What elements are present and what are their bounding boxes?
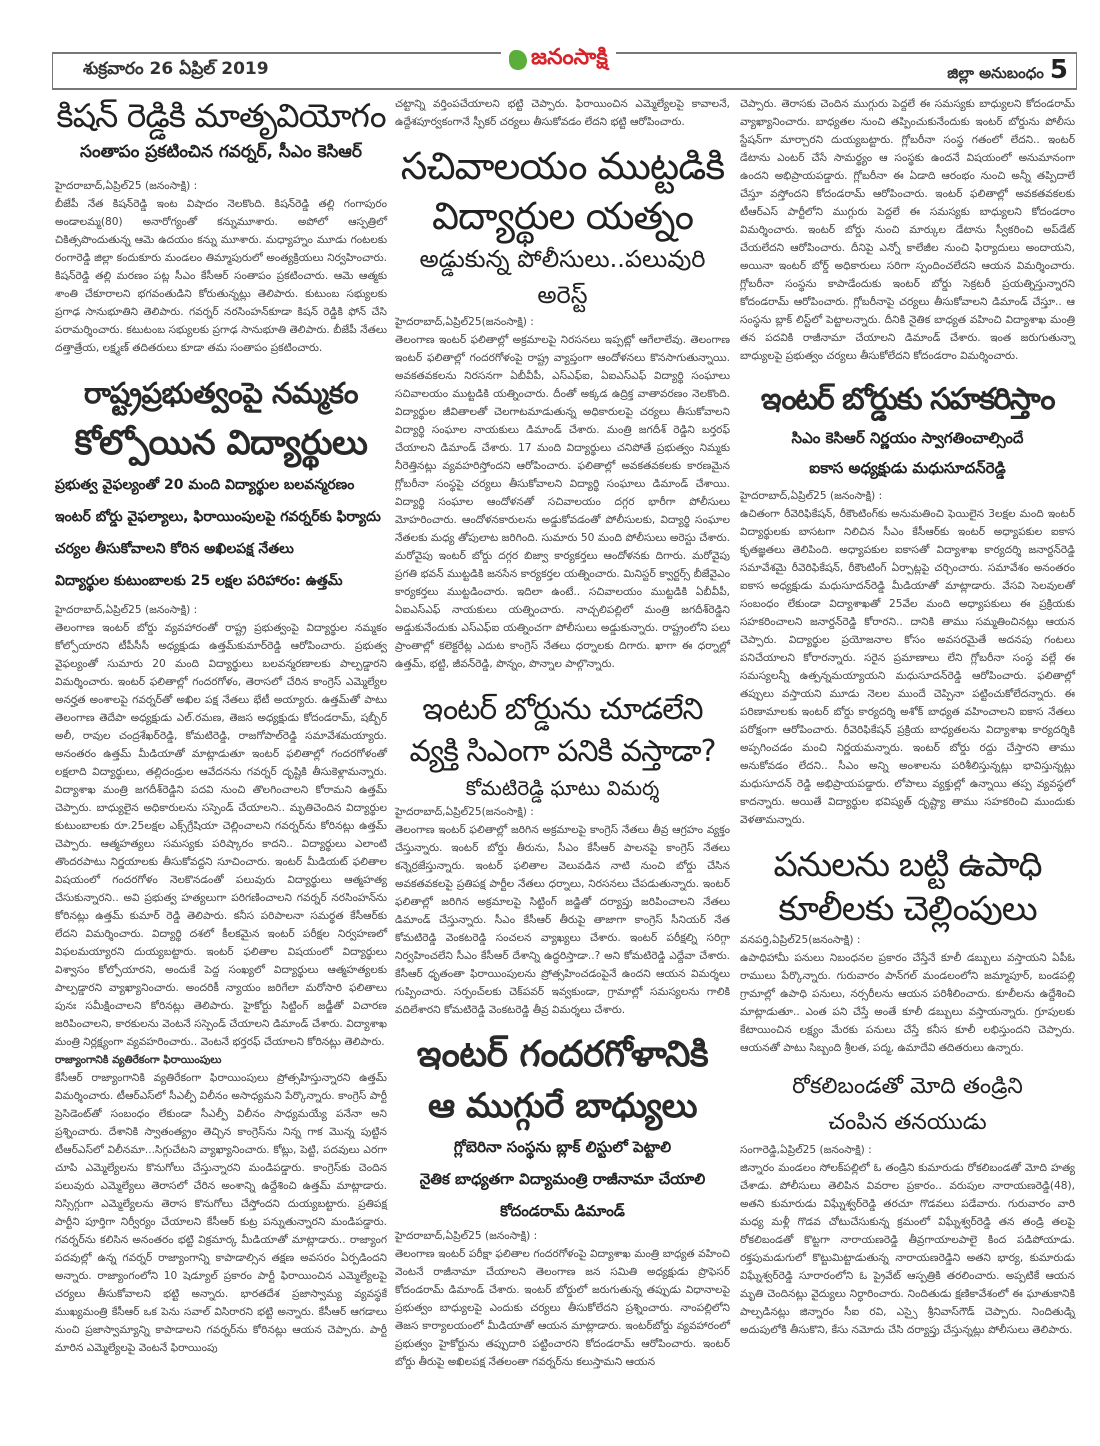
headline-line-2: చంపిన తనయుడు: [828, 1110, 987, 1135]
headline: ఇంటర్ బోర్డుకు సహకరిస్తాం: [760, 382, 1055, 417]
deck-2: ఐకాస అధ్యక్షుడు మధుసూదన్‌రెడ్డి: [809, 459, 1006, 477]
article-body: తెలంగాణ ఇంటర్ ఫలితాల్లో అక్రమాలపై నిరసనలు ఇప్పట్లో ఆగేలాలేవు. తెలంగాణ ఇంటర్ ఫలితాల్లో గందరగోళంపై రాష్ట్ర వ్యాప్తంగా ఆందోళనలు కొనసాగుతున్నాయి. అవకతవకలను నిరసనగా ఏబీవీపీ, ఎస్ఎఫ్ఐ, ఏఐఎస్ఎఫ్ విద్యార్థి సంఘాలు సచివాలయం ముట్టడికి యత్నించారు. దీంతో అక్కడ ఉద్రిక్త వాతావరణం నెలకొంది. విద్యార్థుల జీవితాలతో చెలగాటమాడుతున్న అధికారులపై చర్యలు తీసుకోవాలని విద్యార్థి సంఘాల నాయకులు డిమాండ్ చేశారు. మంత్రి జగదీశ్ రెడ్డిని బర్తరఫ్ చేయాలని డిమాండ్ చేశారు. 17 మంది విద్యార్థులు చనిపోతే ప్రభుత్వం నిమ్మకు నీరెత్తినట్లు వ్యవహరిస్తోందని ఆరోపించారు. ఫలితాల్లో అవకతవకలకు కారణమైన గ్లోబరీనా సంస్థపై చర్యలు తీసుకోవాలని విద్యార్థి సంఘాలు డిమాండ్ చేశాయి. విద్యార్థి సంఘాల ఆందోళనతో సచివాలయం దగ్గర భారీగా పోలీసులు మోహరించారు. ఆందోళనకారులను అడ్డుకోవడంతో పోలీసులకు, విద్యార్థి సంఘాల నేతలకు మధ్య తోపులాట జరిగింది. సుమారు 50 మంది పోలీసులు అరెస్టు చేశారు. మరోవైపు ఇంటర్ బోర్డు దగ్గర బిజ్వా కార్యకర్తలు ఆందోళనకు దిగారు. మరోవైపు ప్రగతి భవన్ ముట్టడికి జనసేన కార్యకర్తల యత్నించారు. మినిస్టర్ క్వార్టర్స్ బీజేవైఎం కార్యకర్తలు ముట్టడించారు. ఇదిలా ఉంటే.. సచివాలయం ముట్టడికి ఏబీవీపీ, ఏఐఎస్ఎఫ్ నాయకులు యత్నించారు. నాచ్చలిపల్లిలో మంత్రి జగదీశ్‌రెడ్డిని అడ్డుకునేందుకు ఎస్ఎఫ్ఐ యత్నించగా పోలీసులు అడ్డుకున్నారు. రాష్ట్రంలోని పలు ప్రాంతాల్లో కలెక్టరేట్ల ఎదుట కాంగ్రెస్ నేతలు ధర్నాలకు దిగారు. ఖాగా ఈ ధర్నాల్లో ఉత్తమ్, భట్టి, జీవన్‌రెడ్డి, పొన్నం, పొన్నాల పాల్గొన్నారు.: [395, 334, 730, 670]
dateline: హైదరాబాద్,ఏప్రిల్25(జనంసాక్షి) :: [395, 806, 534, 818]
article-body: బీజేపీ నేత కిషన్‌రెడ్డి ఇంట విషాదం నెలకొంది. కిషన్‌రెడ్డి తల్లి గంగాపురం అండాలమ్మ(80) అనారోగ్యంతో కన్నుమూశారు. అపోలో ఆస్పత్రిలో చికిత్సపొందుతున్న ఆమె ఉదయం కన్ను మూశారు. మధ్యాహ్నం మూడు గంటలకు రంగారెడ్డి జిల్లా కందుకూరు మండలం తిమ్మాపురులో అంత్యక్రియలు నిర్వహించారు. కిషన్‌రెడ్డి తల్లి మరణం పట్ల సీఎం కేసీఆర్ సంతాపం ప్రకటించారు. ఆమె ఆత్మకు శాంతి చేకూరాలని భగవంతుడిని కోరుతున్నట్లు తెలిపారు. కుటుంబ సభ్యులకు ప్రగాఢ సానుభూతిని తెలిపారు. గవర్నర్ నరసింహన్‌కూడా కిషన్ రెడ్డికి ఫోన్ చేసి పరామర్శించారు. కటుటంబ సభ్యులకు ప్రగాఢ సానుభూతి తెలిపారు. బీజేపీ నేతలు దత్తాత్రేయ, లక్ష్మణ్ తదితరులు కూడా తమ సంతాపం ప్రకటించారు.: [55, 198, 387, 354]
dateline: సంగారెడ్డి,ఏప్రిల్25 (జనంసాక్షి) :: [740, 1144, 872, 1156]
continued-text: చట్టాన్ని వర్తింపచేయాలని భట్టి చెప్పారు. ఫిరాయించిన ఎమ్మెల్యేలపై కావాలనే, ఉద్దేశపూర్వకంగానే స్పీకర్ చర్యలు తీసుకోవడం లేదని భట్టి ఆరోపించారు.: [395, 98, 730, 128]
article-body: తెలంగాణ ఇంటర్ పరీక్షా ఫలితాల గందరగోళంపై విద్యాశాఖ మంత్రి బాధ్యత వహించి వెంటనే రాజీనామా చేయాలని తెలంగాణ జన సమితి అధ్యక్షుడు ప్రొఫెసర్ కోదండరామ్ డిమాండ్ చేశారు. ఇంటర్ బోర్డులో జరుగుతున్న తప్పుడు విధానాలపై ప్రభుత్వం బాధ్యులపై ఎందుకు చర్యలు తీసుకోలేదని ప్రశ్నించారు. నాంపల్లిలోని తెజస కార్యాలయంలో మీడియాతో ఆయన మాట్లాడారు. ఇంటర్‌బోర్డు వ్యవహారంలో ప్రభుత్వం హైకోర్టును తప్పుదారి పట్టించారని కోదండరామ్ ఆరోపించారు. ఇంటర్ బోర్డు తీరుపై అఖిలపక్ష నేతలంతా గవర్నర్‌ను కలుస్తామని ఆయన: [395, 1248, 730, 1368]
article-komatireddy: [395, 689, 730, 1019]
deck-2: నైతిక బాధ్యతగా విద్యామంత్రి రాజీనామా చేయాలి: [419, 1170, 706, 1188]
headline-line-1: ఇంటర్ బోర్డును చూడలేని: [422, 692, 703, 727]
article-support-inter-board: [740, 377, 1075, 829]
dateline: వనపర్తి,ఏప్రిల్25(జనంసాక్షి) :: [740, 934, 861, 946]
dateline: హైదరాబాద్,ఏప్రిల్25 (జనంసాక్షి) :: [395, 1230, 538, 1242]
headline-line-1: రోకలిబండతో మోది తండ్రిని: [792, 1074, 1023, 1099]
subheadline: కోమటిరెడ్డి ఘాటు విమర్శ: [465, 776, 660, 800]
page-number: 5: [1049, 55, 1068, 85]
article-three-responsible: [395, 1029, 730, 1371]
article-body-continued: కేసీఆర్ రాజ్యాంగానికి వ్యతిరేకంగా ఫిరాయింపులు ప్రోత్సహిస్తున్నారని ఉత్తమ్ విమర్శించారు. టీఆర్ఎస్‌లో సీఎల్పీ విలీనం అసాధ్యమని పేర్కొన్నారు. కాంగ్రెస్ పార్టీ ప్రెసిడెంట్‌తో సంబంధం లేకుండా సీఎల్పీ విలీనం సాధ్యమయ్యే పనేనా అని ప్రశ్నించారు. దేశానికి స్వాతంత్య్రం తెచ్చిన కాంగ్రెస్‌ను నిన్న గాక మొన్న పుట్టిన టీఆర్ఎస్‌లో విలీనమా...సిగ్గుచేటని వ్యాఖ్యానించారు. కోట్లు, పెట్టి, పదవులు ఎరగా చూపి ఎమ్మెల్యేలను కొనుగోలు చేస్తున్నారని మండిపడ్డారు. కాంగ్రెస్‌కు చెందిన పలువురు ఎమ్మెల్యేలు తెరాసలో చేరిన అంశాన్ని ఉద్దేశించి ఉత్తమ్ మాట్లాడారు. నిస్సిగ్గుగా ఎమ్మెల్యేలను తెరాస కొనుగోలు చేస్తోందని దుయ్యబట్టారు. ప్రతిపక్ష పార్టీని పూర్తిగా నిర్వీర్యం చేయాలని కేసీఆర్ కుట్ర పన్నుతున్నారని మండిపడ్డారు. గవర్నర్‌ను కలిసిన అనంతరం భట్టి విక్రమార్క మీడియాతో మాట్లాడారు.. రాజ్యాంగ పదవుల్లో ఉన్న గవర్నర్ రాజ్యాంగాన్ని కాపాడాల్సిన తక్షణ అవసరం ఏర్పడిందని అన్నారు. రాజ్యాంగంలోని 10 షెడ్యూల్ ప్రకారం పార్టీ ఫిరాయించిన ఎమ్మెల్యేలపై చర్యలు తీసుకోవాలని భట్టి అన్నారు. భారతదేశ ప్రజాస్వామ్య వ్యవస్థకే ముఖ్యమంత్రి కేసీఆర్ ఒక పెను సవాల్ విసిరారని భట్టి అన్నారు. కేసీఆర్ ఆగడాలు నుంచి ప్రజాస్వామ్యాన్ని కాపాడాలని గవర్నర్‌ను కోరినట్లు ఆయన చెప్పారు. పార్టీ మారిన ఎమ్మెల్యేలపై వెంటనే ఫిరాయింపు: [55, 1072, 387, 1354]
newspaper-logo[interactable]: [501, 40, 616, 80]
headline-line-2: కూలీలకు చెల్లింపులు: [778, 889, 1037, 929]
article-kishan-reddy: [55, 95, 387, 357]
deck-3: చర్యల తీసుకోవాలని కోరిన అఖిలపక్ష నేతలు: [55, 541, 294, 557]
article-son-killed-father: [740, 1069, 1075, 1339]
deck-1: ప్రభుత్వ వైఫల్యంతో 20 మంది విద్యార్థుల బలవన్మరణం: [55, 477, 355, 493]
section-label: [947, 57, 1068, 86]
article-employment-wages: [740, 843, 1075, 1057]
column-3: [740, 95, 1075, 1339]
article-secretariat-siege: [395, 141, 730, 673]
headline-line-1: ఇంటర్ గందరగోళానికి: [416, 1034, 709, 1075]
section-name: జిల్లా అనుబంధం: [947, 64, 1044, 82]
dateline: హైదరాబాద్,ఏప్రిల్25(జనంసాక్షి) :: [395, 316, 534, 328]
deck-1: సిఎం కెసిఆర్ నిర్ణయం స్వాగతించాల్సిందే: [791, 429, 1024, 447]
subheadline: అడ్డుకున్న పోలీసులు..పలువురి అరెస్ట్: [419, 245, 706, 309]
deck-4: విద్యార్థుల కుటుంబాలకు 25 లక్షల పరిహారం: ఉత్తమ్: [55, 573, 343, 589]
section-subhead: రాజ్యాంగానికి వ్యతిరేకంగా ఫిరాయింపులు: [55, 1054, 222, 1066]
deck-1: గ్లోబెరినా సంస్థను బ్లాక్ లిస్టులో పెట్టాలి: [453, 1138, 672, 1156]
headline-line-2: కోల్పోయిన విద్యార్థులు: [74, 423, 368, 463]
deck-3: కోదండరామ్ డిమాండ్: [500, 1202, 625, 1220]
deck-2: ఇంటర్ బోర్డు వైఫల్యాలు, ఫిరాయింపులపై గవర్నర్‌కు ఫిర్యాదు: [55, 509, 381, 525]
headline: కిషన్ రెడ్డికి మాతృవియోగం: [56, 96, 386, 135]
article-body: ఉపాధిహామీ పనులు నిబంధనల ప్రకారం చేస్తేనే కూలీ డబ్బులు వస్తాయని ఏపీఓ రాములు పేర్కొన్నారు. గురువారం పాన్‌గల్ మండలంలోని జమ్మాపూర్, బండపల్లి గ్రామాల్లో ఉపాధి పనులు, నర్సరీలను ఆయన పరిశీలించారు. కూలీలను ఉద్దేశించి మాట్లాడుతూ.. ఎంత పని చేస్తే అంతే కూలీ డబ్బులు వస్తాయన్నారు. గ్రూపులకు కేటాయించిన లక్ష్యం మేరకు పనులు చేస్తే కనీస కూలీ లభిస్తుందని చెప్పారు. ఆయనతో పాటు సిబ్బంది శ్రీలత, పద్మ, ఉమాదేవి తదితరులు ఉన్నారు.: [740, 952, 1075, 1054]
continued-text: చెప్పారు. తెరాసకు చెందిన ముగ్గురు పెద్దలే ఈ సమస్యకు బాధ్యులని కోదండరామ్ వ్యాఖ్యానించారు. బాధ్యతల నుంచి తప్పించుకునేందుకు ఇంటర్ బోర్డును పోలీసు స్టేషన్‌గా మార్చారని దుయ్యబట్టారు. గ్లోబరీనా సంస్థ గతంలో లేదని.. ఇంటర్ డేటాను ఎంటర్ చేసే సామర్థ్యం ఆ సంస్థకు ఉందనే విషయంలో అనుమానంగా ఉందని అభిప్రాయపడ్డారు. గ్లోబరీనా ఈ ఏడాది ఆరంభం నుంచి అన్నీ తప్పిదాలే చేస్తూ వస్తోందని కోదండరామ్ ఆరోపించారు. ఇంటర్ ఫలితాల్లో అవకతవకలకు టీఆర్ఎస్ పార్టీలోని ముగ్గురు పెద్దలే ఈ సమస్యకు బాధ్యులని కోదండరాం విమర్శించారు. ఇంటర్ బోర్డు నుంచి మార్కుల డేటాను స్వీకరించి అప్‌డేట్ చేయలేదని ఆరోపించారు. దీనిపై ఎన్నో కాలేజీల నుంచి ఫిర్యాదులు అందాయని, అయినా ఇంటర్ బోర్డ్ అధికారులు సరిగా స్పందించలేదని ఆయన విమర్శించారు. గ్లోబరీనా సంస్థను కాపాడేందుకు ఇంటర్ బోర్డు సెక్రటరీ ప్రయత్నిస్తున్నారని కోదండరామ్ ఆరోపించారు. గ్లోబరీనాపై చర్యలు తీసుకోవాలని డిమాండ్ చేస్తూ.. ఆ సంస్థను బ్లాక్ లిస్ట్‌లో పెట్టాలన్నారు. దీనికి నైతిక బాధ్యత వహించి విద్యాశాఖ మంత్రి తన పదవికి రాజీనామా చేయాలని డిమాండ్ చేశారు. ఇంత జరుగుతున్నా బాధ్యులపై ప్రభుత్వం చర్యలు తీసుకోలేదని కోదండరాం విమర్శించారు.: [740, 98, 1075, 362]
article-body: తెలంగాణ ఇంటర్ బోర్డు వ్యవహారంతో రాష్ట్ర ప్రభుత్వంపై విద్యార్థుల నమ్మకం కోల్పోయారని టీపీసీసీ అధ్యక్షుడు ఉత్తమ్‌కుమార్‌రెడ్డి ఆరోపించారు. ప్రభుత్వ వైఫల్యంతో సుమారు 20 మంది విద్యార్థులు బలవన్మరణాలకు పాల్పడ్డారని విమర్శించారు. ఇంటర్ ఫలితాల్లో గందరగోళం, తెరాసలో చేరిన కాంగ్రెస్ ఎమ్మెల్యేల అనర్హత అంశాలపై గవర్నర్‌తో అఖిల పక్ష నేతలు భేటీ అయ్యారు. ఉత్తమ్‌తో పాటు తెలంగాణ తెదేపా అధ్యక్షుడు ఎల్.రమణ, తెజస అధ్యక్షుడు కోదండరామ్, షబ్బీర్ అలీ, రావుల చంద్రశేఖర్‌రెడ్డి, కోమటిరెడ్డి, రాజగోపాల్‌రెడ్డి సమావేశమయ్యారు. అనంతరం ఉత్తమ్ మీడియాతో మాట్లాడుతూ ఇంటర్ ఫలితాల్లో గందరగోళంతో లక్షలాది విద్యార్థులు, తల్లిదండ్రుల ఆవేదనను గవర్నర్ దృష్టికి తీసుకెళ్లామన్నారు. విద్యాశాఖ మంత్రి జగదీశ్‌రెడ్డిని పదవి నుంచి తొలగించాలని కోరామని ఉత్తమ్ చెప్పారు. బాధ్యులైన అధికారులను సస్పెండ్ చేయాలని.. మృతిచెందిన విద్యార్థుల కుటుంబాలకు రూ.25లక్షల ఎక్స్‌గ్రేషియా చెల్లించాలని గవర్నర్‌ను కోరినట్లు ఉత్తమ్ చెప్పారు. ఆత్మహత్యలు సమస్యకు పరిష్కారం కాదని.. విద్యార్థులు ఎలాంటి తొందరపాటు నిర్ణయాలకు తీసుకోవద్దని సూచించారు. ఇంటర్ మీడియట్ ఫలితాల విషయంలో గందరగోళం నెలకొనడంతో పలువురు విద్యార్థులు ఆత్మహత్య చేసుకున్నారని.. అవి ప్రభుత్వ హత్యలుగా పరిగణించాలని గవర్నర్ నరసింహన్‌ను కోరినట్లు ఉత్తమ్ కుమార్ రెడ్డి తెలిపారు. కనీస పరిపాలనా సమర్థత కేసీఆర్‌కు లేదని విమర్శించారు. విద్యార్థి దశలో కీలకమైన ఇంటర్ పరీక్షల నిర్వహణలో విఫలమయ్యారని దుయ్యబట్టారు. ఇంటర్ ఫలితాల విషయంలో విద్యార్థులు విశ్వాసం కోల్పోయారని, అందుకే పెద్ద సంఖ్యలో విద్యార్థులు ఆత్మహత్యలకు పాల్పడ్డారని వ్యాఖ్యానించారు. అందరికీ న్యాయం జరిగేలా మరోసారి ఫలితాలు పునః సమీక్షించాలని కోరినట్లు తెలిపారు. హైకోర్టు సిట్టింగ్ జడ్జీతో విచారణ జరిపించాలని, కారకులను వెంటనే సస్పెండ్ చేయాలని డిమాండ్ చేశారు. విద్యాశాఖ మంత్రి నిర్లక్ష్యంగా వ్యవహరించారు.. వెంటనే భర్తరఫ్ చేయాలని కోరినట్లు తెలిపారు.: [55, 622, 387, 1048]
article-body: తెలంగాణ ఇంటర్ ఫలితాల్లో జరిగిన అక్రమాలపై కాంగ్రెస్ నేతలు తీవ్ర ఆగ్రహం వ్యక్తం చేస్తున్నారు. ఇంటర్ బోర్డు తీరును, సీఎం కేసీఆర్ పాలనపై కాంగ్రెస్ నేతలు కన్నెర్రజేస్తున్నారు. ఇంటర్ ఫలితాల వెలువడిన నాటి నుంచి బోర్డు చేసిన అవకతవకలపై ప్రతిపక్ష పార్టీల నేతలు ధర్నాలు, నిరసనలు చేపడుతున్నారు. ఇంటర్ ఫలితాల్లో జరిగిన అక్రమాలపై సిట్టింగ్ జడ్జితో దర్యాప్తు జరిపించాలని నేతలు డిమాండ్ చేస్తున్నారు. సీఎం కేసీఆర్ తీరుపై తాజాగా కాంగ్రెస్ సీనియర్ నేత కోమటిరెడ్డి వెంకటరెడ్డి సంచలన వ్యాఖ్యలు చేశారు. ఇంటర్ పరీక్షల్ని సరిగ్గా నిర్వహించలేని సీఎం కేసీఆర్ దేశాన్ని ఉద్ధరిస్తాడా..? అని కోమటిరెడ్డి ఎద్దేవా చేశారు. కేసీఆర్ ధృతంతా ఫిరాయింపులను ప్రోత్సహించడంపైనే ఉందని ఆయన విమర్శలు గుప్పించారు. సర్పంచ్‌లకు చెక్‌పవర్ ఇవ్వకుండా, గ్రామాల్లో సమస్యలను గాలికి వదిలేశారని కోమటిరెడ్డి వెంకటరెడ్డి తీవ్ర విమర్శలు చేశారు.: [395, 824, 730, 1016]
logo-text: జనంసాక్షి: [531, 45, 608, 70]
headline-line-1: పనులను బట్టి ఉపాధి: [773, 845, 1042, 885]
headline-line-2: ఆ ముగ్గురే బాధ్యులు: [427, 1086, 698, 1126]
article-body: ఉచితంగా రీవెరిఫికేషన్, రీకౌంటింగ్‌కు అనుమతించి ఫెయిలైన 3లక్షల మంది ఇంటర్ విద్యార్థులకు బాసటగా నిలిచిన సీఎం కేసీఆర్‌కు ఇంటర్ అధ్యాపకుల ఐకాస కృతజ్ఞతలు తెలిపింది. అధ్యాపకుల ఐకాసతో విద్యాశాఖ కార్యదర్శి జనార్దన్‌రెడ్డి సమావేశమై రీవెరిఫికేషన్, రీకౌంటింగ్ ఏర్పాట్లపై చర్చించారు. సమావేశం అనంతరం ఐకాస అధ్యక్షుడు మధుసూదన్‌రెడ్డి మీడియాతో మాట్లాడారు. వేసవి సెలవులతో సంబంధం లేకుండా విద్యాశాఖతో 25వేల మంది అధ్యాపకులు ఈ ప్రక్రియకు సహకరించాలని జనార్దన్‌రెడ్డి కోరారని.. దానికి తాము సమ్మతించినట్లు ఆయన చెప్పారు. విద్యార్థుల ప్రయోజనాల కోసం అవసరమైతే అదనపు గంటలు పనిచేయాలని కోరారన్నారు. సరైన ప్రమాణాలు లేని గ్లోబరీనా సంస్థ వల్లే ఈ సమస్యలన్నీ ఉత్పన్నమయ్యాయని మధుసూదన్‌రెడ్డి ఆరోపించారు. ఫలితాల్లో తప్పులు వస్తాయని మూడు నెలల ముందే చెప్పినా పట్టించుకోలేదన్నారు. ఈ పరిణామాలకు ఇంటర్ బోర్డు కార్యదర్శి అశోక్ బాధ్యత వహించాలని ఐకాస నేతలు పరోక్షంగా ఆరోపించారు. రీవెరిఫికేషన్ ప్రక్రియ బాధ్యతలను విద్యాశాఖ కార్యదర్శికి అప్పగించడం మంచి నిర్ణయమన్నారు. ఇంటర్ బోర్డు రద్దు చేస్తారని తాము అనుకోవడం లేదని.. సీఎం అన్ని అంశాలను పరిశీలిస్తున్నట్లు భావిస్తున్నట్లు మధుసూదన్ రెడ్డి అభిప్రాయపడ్డారు. లోపాలు వ్యక్తుల్లో ఉన్నాయి తప్ప వ్యవస్థలో కాదన్నారు. అయితే విద్యార్థుల భవిష్యత్ దృష్ట్యా తాము సహకరించి ముందుకు వెళతామన్నారు.: [740, 508, 1075, 826]
headline-line-1: రాష్ట్రప్రభుత్వంపై నమ్మకం: [83, 376, 359, 410]
article-body: జిన్నారం మండలం సోలక్‌పల్లిలో ఓ తండ్రిని కుమారుడు రోకలిబండతో మోది హత్య చేశాడు. పోలీసులు తెలిపిన వివరాల ప్రకారం.. వరుపుల నారాయణరెడ్డి(48), అతని కుమారుడు విఘ్నేశ్వర్‌రెడ్డి తరచూ గొడవలు పడేవారు. గురువారం వారి మధ్య మళ్లీ గొడవ చోటుచేసుకున్న క్రమంలో విఘ్నేశ్వర్‌రెడ్డి తన తండ్రి తలపై రోకలిబండతో కొట్టగా నారాయణరెడ్డి తీవ్రగాయాలపాలై కింద పడిపోయాడు. రక్తపుమడుగులో కొట్టుమిట్టాడుతున్న నారాయణరెడ్డిని అతని భార్య, కుమారుడు విఘ్నేశ్వర్‌రెడ్డి సూరారంలోని ఓ ప్రైవేట్ ఆస్పత్రికి తరలించారు. అప్పటికే ఆయన మృతి చెందినట్లు వైద్యులు నిర్ధారించారు. నిందితుడు క్షణికావేశంలో ఈ ఘాతుకానికి పాల్పడినట్లు జిన్నారం సీఐ రవి, ఎస్సై శ్రీనివాస్‌గౌడ్ చెప్పారు. నిందితుడ్ని అదుపులోకి తీసుకొని, కేసు నమోదు చేసి దర్యాప్తు చేస్తున్నట్లు పోలీసులు తెలిపారు.: [740, 1162, 1075, 1336]
dateline: హైదరాబాద్,ఏప్రిల్25 (జనంసాక్షి) :: [55, 180, 198, 192]
masthead: [52, 45, 1077, 90]
telangana-map-icon: [509, 50, 527, 70]
article-students-lost-faith: [55, 369, 387, 1357]
issue-date: శుక్రవారం 26 ఏప్రిల్ 2019: [83, 59, 269, 79]
headline-line-1: సచివాలయం ముట్టడికి: [400, 144, 725, 188]
headline-line-2: వ్యక్తి సిఎంగా పనికి వస్తాడా?: [409, 734, 716, 769]
dateline: హైదరాబాద్,ఏప్రిల్25 (జనంసాక్షి) :: [740, 490, 883, 502]
column-1: [55, 95, 387, 1357]
headline-line-2: విద్యార్థుల యత్నం: [431, 194, 694, 238]
column-2: [395, 95, 730, 1371]
dateline: హైదరాబాద్,ఏప్రిల్25 (జనంసాక్షి) :: [55, 604, 198, 616]
subheadline: సంతాపం ప్రకటించిన గవర్నర్, సీఎం కెసిఆర్: [80, 142, 362, 162]
